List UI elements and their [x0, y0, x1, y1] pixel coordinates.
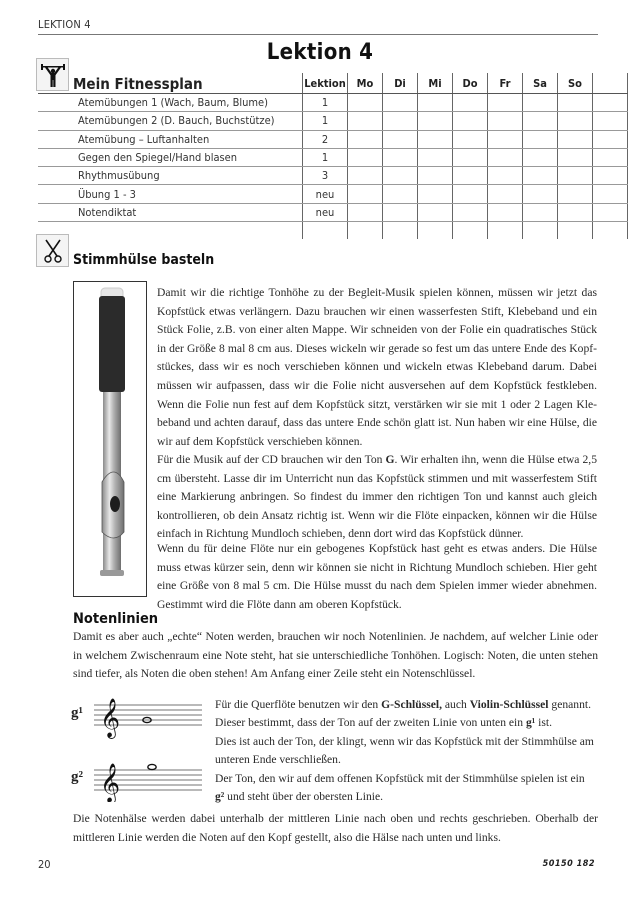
table-row — [38, 112, 628, 130]
table-row — [38, 203, 628, 221]
day-checkbox-cell[interactable] — [383, 148, 418, 166]
staff-label-g1: g¹ — [71, 705, 83, 721]
exercise-name: Atemübung – Luftanhalten — [38, 130, 303, 148]
day-checkbox-cell[interactable] — [558, 94, 593, 112]
lektion-cell: 1 — [303, 148, 348, 166]
exercise-name: Atemübungen 2 (D. Bauch, Buchstütze) — [38, 112, 303, 130]
day-checkbox-cell[interactable] — [523, 112, 558, 130]
col-header: Fr — [488, 73, 523, 94]
day-checkbox-cell[interactable] — [558, 112, 593, 130]
col-header: Lektion — [303, 73, 348, 94]
clef-line-2 — [215, 714, 605, 732]
text-run: Für die Musik auf der CD brauchen wir den Ton — [157, 453, 386, 466]
extra-cell — [593, 130, 628, 148]
section-title-notenlinien: Notenlinien — [73, 611, 159, 627]
text-run: ist. — [535, 716, 552, 730]
text-run: und steht über der obersten Linie. — [224, 790, 384, 804]
g1-term: g¹ — [525, 716, 536, 730]
table-row — [38, 185, 628, 203]
header-rule — [38, 34, 598, 35]
extra-cell — [593, 94, 628, 112]
day-checkbox-cell[interactable] — [558, 185, 593, 203]
section-title-stimmhuelse: Stimmhülse basteln — [73, 252, 215, 268]
craft-icon-box — [36, 234, 69, 267]
day-checkbox-cell[interactable] — [558, 130, 593, 148]
day-checkbox-cell[interactable] — [418, 94, 453, 112]
g2-term: g² — [215, 790, 225, 804]
exercise-name: Übung 1 - 3 — [38, 185, 303, 203]
stimmhuelse-paragraph-1: Damit wir die richtige Tonhöhe zu der Begleit-Musik spielen können, müssen wir jetzt das Kopfstück etwas verlängern. Dazu brauchen wir einen wasserfesten Stift, Klebeband und ein Stück Folie, z.B. von einer alten Mappe. Wir schneiden von der Folie ein quadratisches Stück in der Größe 8 mal 8 cm aus. Dieses wickeln wir gerade so fest um das untere Ende des Kopfstückes, dass wir es noch verschieben können und wickeln etwas Klebeband darum. Dabei müssen wir aufpassen, dass wir die Folie nicht ausversehen auf dem Kopfstück festkleben. Wenn die Folie nun fest auf dem Kopfstück sitzt, verstärken wir sie mit 1 oder 2 Lagen Klebeband und achten darauf, dass das untere Ende schön glatt ist. Nun haben wir eine Hülse, die wir auf dem Kopfstück verschieben können. — [157, 286, 597, 448]
day-checkbox-cell[interactable] — [383, 130, 418, 148]
violin-clef-term: Violin-Schlüssel — [469, 698, 549, 711]
day-checkbox-cell[interactable] — [348, 167, 383, 185]
day-checkbox-cell[interactable] — [488, 167, 523, 185]
exercise-name: Rhythmusübung — [38, 167, 303, 185]
col-header: Di — [383, 73, 418, 94]
day-checkbox-cell[interactable] — [558, 167, 593, 185]
table-row — [38, 148, 628, 166]
day-checkbox-cell[interactable] — [348, 112, 383, 130]
page-number: 20 — [38, 858, 51, 871]
extra-cell — [593, 185, 628, 203]
day-checkbox-cell[interactable] — [523, 203, 558, 221]
flute-headjoint-photo — [73, 281, 147, 597]
clef-explanation — [215, 696, 605, 806]
clef-line-5 — [215, 788, 605, 806]
table-row — [38, 167, 628, 185]
day-checkbox-cell[interactable] — [383, 94, 418, 112]
scissors-icon — [40, 238, 66, 264]
day-checkbox-cell[interactable] — [418, 148, 453, 166]
running-head: LEKTION 4 — [38, 18, 91, 31]
extra-cell — [593, 203, 628, 221]
day-checkbox-cell[interactable] — [523, 167, 558, 185]
text-run: auch — [442, 698, 470, 711]
day-checkbox-cell[interactable] — [348, 130, 383, 148]
lektion-cell: neu — [303, 203, 348, 221]
day-checkbox-cell[interactable] — [418, 130, 453, 148]
day-checkbox-cell[interactable] — [453, 130, 488, 148]
text-run: Dieser bestimmt, dass der Ton auf der zweiten Linie von unten ein — [215, 716, 526, 730]
col-header: Sa — [523, 73, 558, 94]
staff-g1 — [92, 693, 204, 739]
clef-line-4: Der Ton, den wir auf dem offenen Kopfstück mit der Stimmhülse spielen ist ein — [215, 771, 585, 785]
day-checkbox-cell[interactable] — [453, 203, 488, 221]
lektion-cell: 2 — [303, 130, 348, 148]
lektion-cell: neu — [303, 185, 348, 203]
day-checkbox-cell[interactable] — [348, 148, 383, 166]
day-checkbox-cell[interactable] — [453, 167, 488, 185]
day-checkbox-cell[interactable] — [488, 112, 523, 130]
exercise-name: Notendiktat — [38, 203, 303, 221]
table-row — [38, 130, 628, 148]
day-checkbox-cell[interactable] — [348, 203, 383, 221]
clef-line-3: Dies ist auch der Ton, der klingt, wenn wir das Kopfstück mit der Stimmhülse am unteren Ende verschließen. — [215, 734, 594, 767]
text-run: genannt. — [548, 698, 592, 711]
lektion-cell: 1 — [303, 94, 348, 112]
col-header: Do — [453, 73, 488, 94]
day-checkbox-cell[interactable] — [523, 130, 558, 148]
day-checkbox-cell[interactable] — [558, 203, 593, 221]
day-checkbox-cell[interactable] — [453, 185, 488, 203]
day-checkbox-cell[interactable] — [383, 203, 418, 221]
text-run: . Wir erhalten ihn, wenn die Hülse etwa 2,5 cm übersteht. Lasse dir im Unterricht nun das Kopfstück stimmen und mit wasserfestem Stift eine Markierung anbringen. So findest du immer den richtigen Ton und kannst auch gleich kontrollieren, ob dein Ansatz richtig ist. Wenn wir die Flöte einpacken, können wir die Hülse einfach in Richtung Mundloch schieben, denn dort wird das Kopfstück dünner. — [157, 453, 597, 541]
stimmhuelse-paragraph-2 — [157, 451, 597, 544]
day-checkbox-cell[interactable] — [383, 167, 418, 185]
day-checkbox-cell[interactable] — [488, 148, 523, 166]
day-checkbox-cell[interactable] — [558, 148, 593, 166]
day-checkbox-cell[interactable] — [453, 112, 488, 130]
day-checkbox-cell[interactable] — [418, 112, 453, 130]
col-header: So — [558, 73, 593, 94]
day-checkbox-cell[interactable] — [523, 185, 558, 203]
fitness-plan-title: Mein Fitnessplan — [38, 73, 303, 94]
text-run: Für die Querflöte benutzen wir den — [215, 698, 382, 711]
extra-cell — [593, 167, 628, 185]
stimmhuelse-paragraph-3: Wenn du für deine Flöte nur ein gebogenes Kopfstück hast geht es etwas anders. Die Hülse muss etwas kürzer sein, denn wir können sie nicht in Richtung Mundloch schieben. Hier geht eine Größe von 8 mal 5 cm. Die Hülse musst du nach dem Spielen immer wieder abnehmen. Gestimmt wird die Flöte dann am oberen Kopfstück. — [157, 542, 597, 611]
treble-clef-icon: 𝄞 — [100, 698, 121, 738]
day-checkbox-cell[interactable] — [418, 167, 453, 185]
col-header: Mo — [348, 73, 383, 94]
day-checkbox-cell[interactable] — [488, 185, 523, 203]
extra-cell — [593, 148, 628, 166]
table-row — [38, 94, 628, 112]
day-checkbox-cell[interactable] — [418, 185, 453, 203]
table-blank-row — [38, 222, 628, 240]
fitness-plan-table — [38, 73, 628, 239]
notenhaelse-paragraph: Die Notenhälse werden dabei unterhalb der mittleren Linie nach oben und rechts geschrieben. Oberhalb der mittleren Linie werden die Noten auf den Kopf gestellt, also die Hälse nach unten und links. — [73, 812, 598, 844]
note-g-bold: G — [385, 453, 395, 466]
whole-note-g2 — [148, 764, 156, 769]
flute-illustration — [74, 282, 146, 596]
lektion-cell: 1 — [303, 112, 348, 130]
day-checkbox-cell[interactable] — [523, 94, 558, 112]
day-checkbox-cell[interactable] — [453, 148, 488, 166]
exercise-name: Gegen den Spiegel/Hand blasen — [38, 148, 303, 166]
staff-g2 — [92, 752, 204, 802]
clef-line-1 — [215, 696, 605, 714]
day-checkbox-cell[interactable] — [453, 94, 488, 112]
catalog-number: 50150 182 — [542, 859, 595, 869]
day-checkbox-cell[interactable] — [383, 185, 418, 203]
day-checkbox-cell[interactable] — [383, 112, 418, 130]
staff-label-g2: g² — [71, 769, 83, 785]
treble-clef-icon: 𝄞 — [100, 763, 121, 802]
day-checkbox-cell[interactable] — [488, 94, 523, 112]
day-checkbox-cell[interactable] — [488, 203, 523, 221]
day-checkbox-cell[interactable] — [523, 148, 558, 166]
col-header-blank — [593, 73, 628, 94]
day-checkbox-cell[interactable] — [348, 94, 383, 112]
lektion-cell: 3 — [303, 167, 348, 185]
notenlinien-intro: Damit es aber auch „echte“ Noten werden, brauchen wir noch Notenlinien. Je nachdem, auf welcher Linie oder in welchem Zwischenraum eine Note steht, hat sie unterschiedliche Tonhöhen. Logisch: Noten, die unten stehen sind tiefer, als Noten die oben stehen! Am Anfang einer Zeile steht ein Notenschlüssel. — [73, 630, 598, 681]
day-checkbox-cell[interactable] — [418, 203, 453, 221]
page-title: Lektion 4 — [266, 40, 374, 65]
day-checkbox-cell[interactable] — [348, 185, 383, 203]
table-header-row — [38, 73, 628, 94]
day-checkbox-cell[interactable] — [488, 130, 523, 148]
col-header: Mi — [418, 73, 453, 94]
extra-cell — [593, 112, 628, 130]
g-clef-term: G-Schlüssel, — [381, 698, 443, 711]
exercise-name: Atemübungen 1 (Wach, Baum, Blume) — [38, 94, 303, 112]
